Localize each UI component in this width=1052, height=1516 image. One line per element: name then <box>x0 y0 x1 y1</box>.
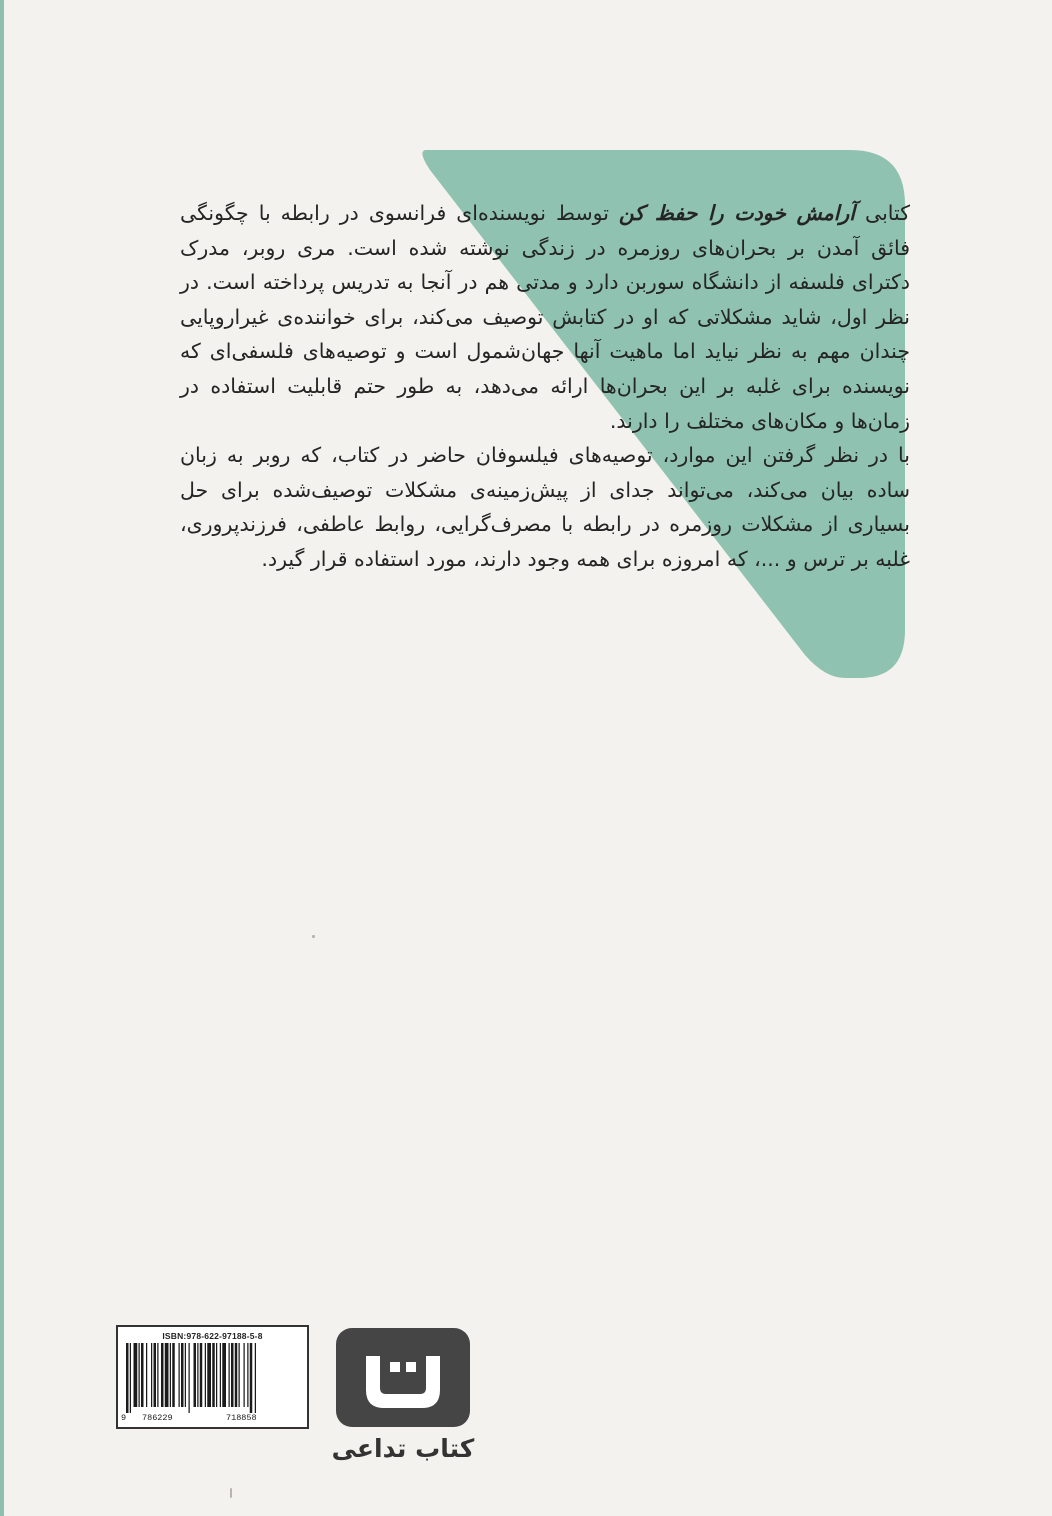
blurb-paragraph-2: با در نظر گرفتن این موارد، توصیه‌های فیلسوفان حاضر در کتاب، که روبر به زبان ساده بیان می‌کند، می‌تواند جدای از پیش‌زمینه‌ی مشکلات توصیف‌شده برای حل بسیاری از مشکلات روزمره در رابطه با مصرف‌گرایی، روابط عاطفی، فرزندپروری، غلبه بر ترس و ...، که امروزه برای همه وجود دارند، مورد استفاده قرار گیرد. <box>180 443 910 571</box>
isbn-label: ISBN:978-622-97188-5-8 <box>162 1331 263 1341</box>
publisher-name: کتاب تداعی <box>331 1434 475 1463</box>
back-cover-blurb <box>180 196 910 577</box>
barcode-digit-prefix: 9 <box>121 1413 127 1423</box>
blurb-intro: کتابی <box>855 201 910 225</box>
spine-edge <box>0 0 4 1516</box>
book-title: آرامش خودت را حفظ کن <box>618 201 855 225</box>
barcode-bars <box>126 1343 301 1413</box>
paper-speck <box>312 935 315 938</box>
barcode-digits-right: 718858 <box>226 1413 257 1423</box>
blurb-paragraph-1 <box>180 196 910 438</box>
publisher-logo <box>336 1328 470 1427</box>
isbn-barcode <box>116 1325 309 1429</box>
letter-te-logo-icon <box>336 1328 470 1427</box>
paper-speck <box>230 1488 232 1498</box>
barcode-digits-left: 786229 <box>142 1413 173 1423</box>
blurb-text-1: توسط نویسنده‌ای فرانسوی در رابطه با چگونگی فائق آمدن بر بحران‌های روزمره در زندگی نوشته شده است. مری روبر، مدرک دکترای فلسفه از دانشگاه سوربن دارد و مدتی هم در آنجا به تدریس پرداخته است. در نظر اول، شاید مشکلاتی که او در کتابش توصیف می‌کند، برای خواننده‌ی غیراروپایی چندان مهم به نظر نیاید اما ماهیت آنها جهان‌شمول است و توصیه‌های فلسفی‌ای که نویسنده برای غلبه بر این بحران‌ها ارائه می‌دهد، به طور حتم قابلیت استفاده در زمان‌ها و مکان‌های مختلف را دارند. <box>180 201 910 433</box>
